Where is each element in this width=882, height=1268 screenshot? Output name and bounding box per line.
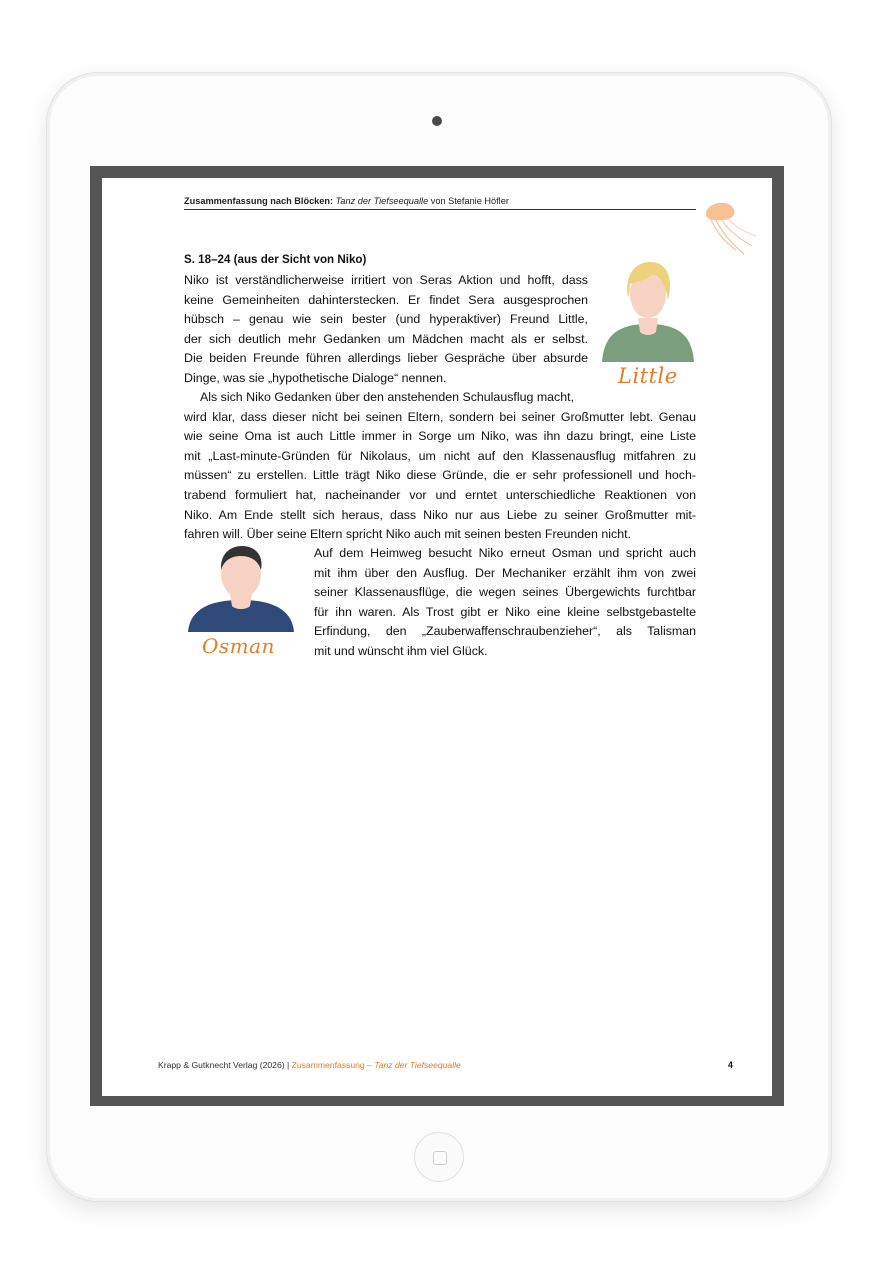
text-line: Niko ist verständlicherweise irritiert von Seras Aktion und hofft, dass — [184, 273, 588, 287]
text-line: für ihn waren. Als Trost gibt er Niko eine kleine selbstgebastelte — [314, 604, 696, 619]
text-line: seiner Klassenausflüge, die wegen seines Übergewichts furchtbar — [314, 585, 696, 600]
text-line: trabend formuliert hat, nacheinander vor und erntet unterschiedliche Reaktionen von — [184, 487, 696, 502]
text-line: wie seine Oma ist auch Little immer in Sorge um Niko, was ihn dazu bringt, eine Liste — [184, 429, 696, 444]
text-line: Niko. Am Ende stellt sich heraus, dass Niko nur aus Liebe zu seiner Großmutter mit- — [184, 507, 696, 522]
text-line: fahren will. Über seine Eltern spricht Niko auch mit seinen besten Freunden nicht. — [184, 527, 631, 542]
home-button[interactable] — [414, 1132, 464, 1182]
document-page — [102, 178, 772, 1096]
osman-name-label: Osman — [202, 634, 275, 658]
little-name-label: Little — [618, 364, 678, 388]
text-line: Als sich Niko Gedanken über den anstehenden Schulausflug macht, — [200, 390, 575, 404]
jellyfish-icon — [700, 196, 760, 260]
front-camera — [432, 116, 442, 126]
little-avatar — [600, 258, 696, 364]
running-header — [184, 196, 696, 210]
text-line: mit ihm über den Ausflug. Der Mechaniker erzählt ihm von zwei — [314, 565, 696, 580]
text-line: wird klar, dass dieser nicht bei seinen Eltern, sondern bei seiner Großmutter lebt. Genau — [184, 409, 696, 424]
text-line: Erfindung, den „Zauberwaffenschraubenzieher“, als Talisman — [314, 624, 696, 639]
footer-book-title: Tanz der Tiefseequalle — [374, 1060, 461, 1070]
text-line: mit „Last-minute-Gründen für Nikolaus, um nicht auf den Klassenausflug mitfahren zu — [184, 448, 696, 463]
text-line: Die beiden Freunde führen allerdings lieber Gespräche über absurde — [184, 351, 588, 366]
page-number: 4 — [728, 1060, 733, 1070]
header-book-title: Tanz der Tiefseequalle — [335, 196, 429, 206]
text-line: müssen“ zu erstellen. Little trägt Niko diese Gründe, die er sehr professionell und hoch- — [184, 468, 696, 483]
page-footer — [158, 1060, 461, 1070]
osman-avatar — [186, 544, 296, 634]
header-author: von Stefanie Höfler — [430, 196, 509, 206]
text-line: keine Gemeinheiten dahinterstecken. Er findet Sera ausgesprochen — [184, 292, 588, 307]
text-line: Auf dem Heimweg besucht Niko erneut Osman und spricht auch — [314, 546, 696, 560]
paragraph-1 — [184, 271, 588, 389]
text-line: Dinge, was sie „hypothetische Dialoge“ nennen. — [184, 370, 447, 385]
paragraph-2 — [184, 388, 696, 545]
text-line: der sich deutlich mehr Gedanken um Mädchen macht als er selbst. — [184, 331, 588, 346]
text-line: hübsch – genau wie sein bester (und hyperaktiver) Freund Little, — [184, 312, 588, 327]
footer-doc-type: Zusammenfassung – — [291, 1060, 372, 1070]
header-label: Zusammenfassung nach Blöcken: — [184, 196, 334, 206]
footer-publisher: Krapp & Gutknecht Verlag (2026) | — [158, 1060, 290, 1070]
section-title: S. 18–24 (aus der Sicht von Niko) — [184, 253, 367, 266]
text-line: mit und wünscht ihm viel Glück. — [314, 643, 488, 658]
paragraph-3 — [314, 544, 696, 662]
home-button-icon — [433, 1151, 447, 1165]
